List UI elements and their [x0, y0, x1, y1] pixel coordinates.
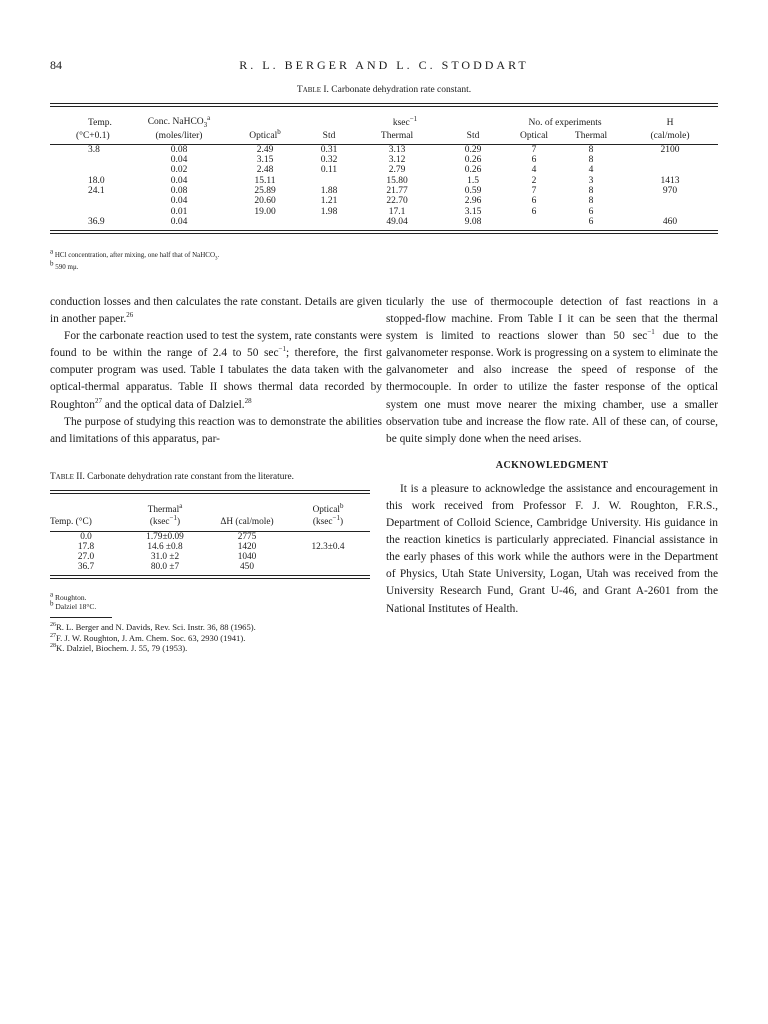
table-row: 24.1 0.08 25.89 1.88 21.77 0.59 7 8 970 [88, 186, 678, 197]
table1-head-std1: Std [322, 130, 336, 141]
table1-head-temp-unit: (°C+0.1) [76, 130, 110, 141]
table2-caption-label: Table II. [50, 472, 85, 482]
table-row: 18.0 0.04 15.11 15.80 1.5 2 3 1413 [88, 175, 680, 186]
table2-head-dh: ΔH (cal/mole) [220, 517, 274, 527]
table1-footnote-b: $^b$ 590 mμ. [50, 260, 79, 272]
table1 [50, 103, 718, 234]
table-row: 27.0 31.0 ±2 1040 [77, 552, 257, 562]
table-row: 3.8 0.08 2.49 0.31 3.13 0.29 7 8 2100 [88, 144, 680, 155]
table2-caption [50, 472, 382, 482]
table2-head-thermal-unit: (ksec$^{-1}$) [149, 513, 181, 527]
table1-head-conc-unit: (moles/liter) [155, 130, 203, 141]
table1-head-exp-thermal: Thermal [574, 130, 608, 141]
paragraph: For the carbonate reaction used to test the system, rate constants were found to be within the range of 2.4 to 50 $\sec^{-1}$; therefore, the first computer program was used. Table I tabulates the data taken with the optical-thermal apparatus. Table II shows thermal data recorded by Roughton$^{27}$ and the optical data of Dalziel.$^{28}$ [50, 330, 382, 411]
reference-item: $^{27}$F. J. W. Roughton, J. Am. Chem. Soc. 63, 2930 (1941). [50, 632, 246, 643]
table2-head-temp: Temp. (°C) [50, 517, 92, 527]
table1-head-std2: Std [466, 130, 480, 141]
reference-item: $^{28}$K. Dalziel, Biochem. J. 55, 79 (1953). [50, 643, 188, 653]
table2-head-thermal: Thermal$^a$ [147, 501, 183, 515]
table1-head-exp-optical: Optical [520, 130, 548, 141]
table1-footnote-a: $^a$ HCl concentration, after mixing, one half that of NaHCO$_3$. [50, 247, 220, 262]
table1-head-experiments: No. of experiments [528, 118, 602, 129]
table2-caption-text: Carbonate dehydration rate constant from the literature. [87, 472, 294, 482]
table1-caption [0, 85, 768, 95]
table1-head-h-unit: (cal/mole) [650, 130, 690, 141]
table1-head-temp: Temp. [88, 118, 112, 129]
table-row: 0.01 19.00 1.98 17.1 3.15 6 6 [170, 206, 594, 217]
table1-head-h: H [666, 118, 674, 129]
table1-head-optical: Optical$^b$ [249, 127, 281, 141]
running-head: R. L. BERGER AND L. C. STODDART [239, 58, 529, 72]
right-column [386, 294, 718, 618]
table1-head-conc: Conc. NaHCO$_3^a$ [147, 113, 211, 129]
acknowledgment-text: It is a pleasure to acknowledge the assistance and encouragement in this work received from Professor F. J. W. Roughton, F.R.S., Department of Colloid Science, Cambridge University. His guidance in the reaction kinetics is particularly appreciated. Financial assistance in the early phases of this work while the authors were in the Department of Physics, Utah State University, Logan, Utah was received from the University Research Fund, Grant U-46, and Grant A-2601 from the National Institutes of Health. [386, 482, 718, 615]
references [50, 622, 256, 654]
table1-caption-label: Table I. [296, 85, 329, 95]
table1-footnotes [50, 247, 220, 272]
table1-head-ksec: ksec$^{-1}$ [392, 115, 418, 129]
table2-head-optical: Optical$^b$ [312, 501, 344, 515]
page-number: 84 [50, 58, 62, 72]
table1-caption-text: Carbonate dehydration rate constant. [331, 85, 472, 95]
table-row: 36.9 0.04 49.04 9.08 6 460 [88, 216, 678, 227]
table-row: 0.02 2.48 0.11 2.79 0.26 4 4 [170, 165, 594, 176]
table2 [50, 490, 382, 579]
table-row: 0.04 20.60 1.21 22.70 2.96 6 8 [170, 196, 594, 207]
left-column [50, 294, 382, 448]
table1-bottom-rule [50, 230, 718, 234]
table-row: 17.8 14.6 ±0.8 1420 12.3±0.4 [77, 542, 345, 552]
table2-bottom-rule [50, 575, 370, 579]
table-row: 0.0 1.79±0.09 2775 [80, 532, 257, 542]
references-rule [50, 617, 112, 618]
table2-head-optical-unit: (ksec$^{-1}$) [312, 513, 344, 527]
acknowledgment-heading: ACKNOWLEDGMENT [495, 459, 609, 471]
table2-footnote-b: $^b$ Dalziel 18°C. [50, 599, 97, 611]
table-row: 36.7 80.0 ±7 450 [77, 562, 254, 572]
paragraph: The purpose of studying this reaction was to demonstrate the abilities and limitations of this apparatus, par- [50, 415, 382, 445]
table2-grid [50, 494, 370, 575]
reference-item: $^{26}$R. L. Berger and N. Davids, Rev. Sci. Instr. 36, 88 (1965). [50, 622, 256, 632]
table2-footnotes [50, 590, 97, 611]
table1-head-thermal: Thermal [380, 130, 414, 141]
paragraph: ticularly the use of thermocouple detection of fast reactions in a stopped-flow machine. From Table I it can be seen that the thermal system is limited to reactions slower than 50 $\sec^{-1}$ due to the galvanometer response. Work is progressing on a system to eliminate the galvanometer and also increase the speed of response of the thermocouple. In order to utilize the faster response of the optical system one must move nearer the mixing chamber, use a smaller observation tube and increase the flow rate. All of these can, of course, be quite simply done when the need arises. [386, 296, 718, 445]
paragraph: conduction losses and then calculates the rate constant. Details are given in another paper.$^{26}$ [50, 296, 382, 326]
table2-footnote-a: $^a$ Roughton. [50, 590, 87, 602]
table1-grid [50, 107, 718, 230]
table-row: 0.04 3.15 0.32 3.12 0.26 6 8 [170, 155, 594, 166]
